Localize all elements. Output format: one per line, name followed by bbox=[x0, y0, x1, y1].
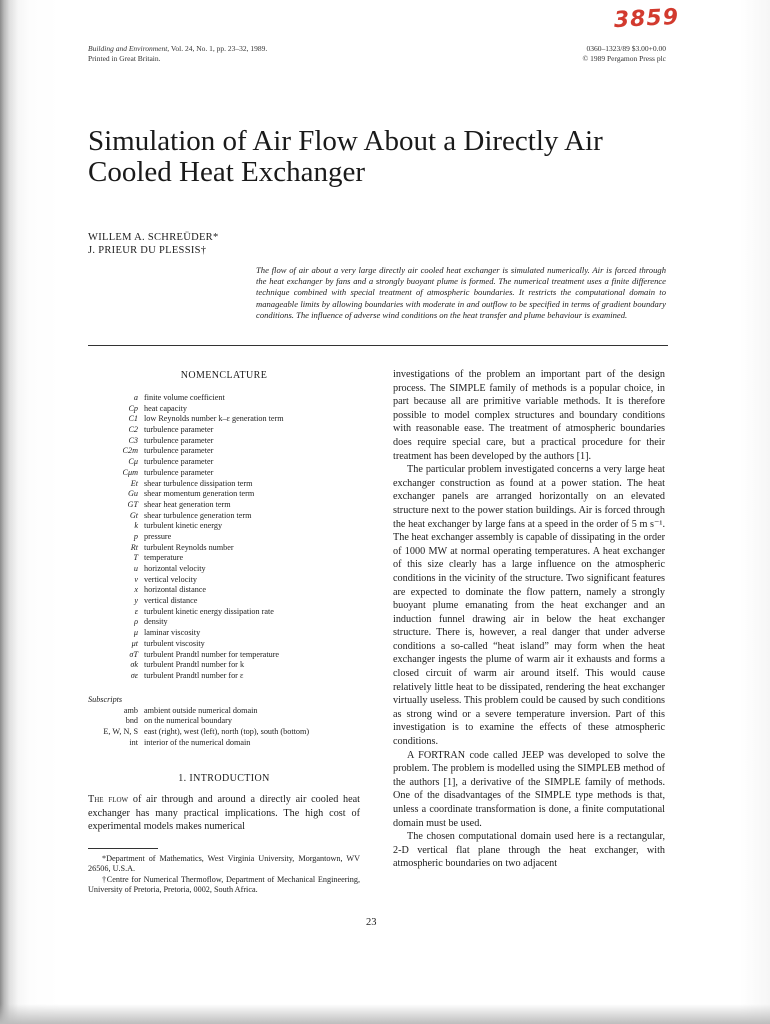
nomenclature-symbol: C2 bbox=[128, 425, 138, 435]
intro-lead-in: The flow bbox=[88, 794, 129, 805]
nomenclature-symbol: σk bbox=[130, 660, 138, 670]
nomenclature-definition: turbulent Prandtl number for ε bbox=[144, 670, 244, 680]
subscript-row bbox=[88, 738, 360, 749]
nomenclature-definition: temperature bbox=[144, 553, 184, 563]
nomenclature-row bbox=[88, 511, 360, 522]
nomenclature-row bbox=[88, 607, 360, 618]
nomenclature-row bbox=[88, 650, 360, 661]
nomenclature-row bbox=[88, 639, 360, 650]
nomenclature-definition: density bbox=[144, 617, 168, 627]
nomenclature-row bbox=[88, 393, 360, 404]
nomenclature-definition: turbulent viscosity bbox=[144, 638, 205, 648]
nomenclature-definition: low Reynolds number k–ε generation term bbox=[144, 414, 284, 424]
nomenclature-symbol: u bbox=[133, 564, 138, 573]
nomenclature-symbol: y bbox=[134, 596, 138, 606]
nomenclature-symbol: Et bbox=[130, 478, 138, 488]
nomenclature-definition: horizontal distance bbox=[144, 585, 207, 595]
copyright: © 1989 Pergamon Press plc bbox=[582, 53, 666, 63]
nomenclature-row bbox=[88, 543, 360, 554]
right-column bbox=[393, 368, 665, 871]
nomenclature-row bbox=[88, 575, 360, 586]
left-column bbox=[88, 370, 360, 895]
issn-block bbox=[556, 44, 666, 63]
paper-title: Simulation of Air Flow About a Directly Air Cooled Heat Exchanger bbox=[88, 125, 603, 188]
subscripts-list bbox=[88, 706, 360, 749]
right-paragraph-3: A FORTRAN code called JEEP was developed to solve the problem. The problem is modelled using the SIMPLEB method of the authors [1], a derivative of the SIMPLE family of methods. One of the disadvantages of the SIMPLE type methods is that, unless a coordinate transformation is done, a finite computational domain must be used. bbox=[393, 749, 665, 829]
page-number: 23 bbox=[366, 917, 377, 928]
subscript-symbol: bnd bbox=[125, 716, 138, 726]
nomenclature-symbol: μ bbox=[133, 628, 138, 638]
nomenclature-definition: vertical distance bbox=[144, 596, 198, 606]
nomenclature-definition: shear turbulence dissipation term bbox=[144, 478, 253, 488]
nomenclature-definition: turbulent Prandtl number for temperature bbox=[144, 649, 280, 659]
nomenclature-row bbox=[88, 425, 360, 436]
nomenclature-row bbox=[88, 596, 360, 607]
nomenclature-definition: finite volume coefficient bbox=[144, 393, 225, 402]
nomenclature-definition: shear momentum generation term bbox=[144, 489, 255, 499]
nomenclature-symbol: v bbox=[134, 574, 138, 584]
footnote-1: *Department of Mathematics, West Virginia University, Morgantown, WV 26506, U.S.A. bbox=[88, 854, 360, 874]
nomenclature-definition: turbulence parameter bbox=[144, 467, 214, 477]
subscript-definition: east (right), west (left), north (top), south (bottom) bbox=[144, 727, 310, 737]
nomenclature-row bbox=[88, 468, 360, 479]
nomenclature-definition: turbulence parameter bbox=[144, 435, 214, 445]
footnote-divider bbox=[88, 848, 158, 849]
nomenclature-symbol: Cμm bbox=[122, 467, 138, 477]
subscript-symbol: E, W, N, S bbox=[103, 727, 138, 737]
subscript-definition: on the numerical boundary bbox=[144, 716, 232, 726]
nomenclature-symbol: C1 bbox=[128, 414, 138, 424]
journal-name: Building and Environment, bbox=[88, 44, 170, 53]
subscript-symbol: int bbox=[129, 737, 138, 747]
subscript-symbol: amb bbox=[123, 705, 138, 715]
nomenclature-row bbox=[88, 564, 360, 575]
footnote-2: †Centre for Numerical Thermoflow, Department of Mechanical Engineering, University of Pretoria, Pretoria, 0002, South Africa. bbox=[88, 874, 360, 895]
author-list bbox=[88, 231, 219, 257]
issn: 0360–1323/89 $3.00+0.00 bbox=[586, 44, 666, 53]
journal-details: Vol. 24, No. 1, pp. 23–32, 1989. bbox=[170, 44, 268, 53]
nomenclature-symbol: ε bbox=[134, 606, 138, 616]
nomenclature-definition: heat capacity bbox=[144, 403, 187, 413]
nomenclature-row bbox=[88, 436, 360, 447]
nomenclature-symbol: Rt bbox=[130, 542, 138, 552]
nomenclature-symbol: p bbox=[133, 531, 138, 541]
printed-in: Printed in Great Britain. bbox=[88, 53, 161, 63]
nomenclature-symbol: T bbox=[133, 553, 138, 563]
nomenclature-row bbox=[88, 446, 360, 457]
page-bottom-shadow bbox=[0, 1004, 770, 1024]
nomenclature-row bbox=[88, 404, 360, 415]
nomenclature-row bbox=[88, 553, 360, 564]
subscript-definition: ambient outside numerical domain bbox=[144, 705, 258, 715]
introduction-paragraph bbox=[88, 793, 360, 834]
nomenclature-symbol: ρ bbox=[134, 617, 138, 627]
nomenclature-definition: pressure bbox=[144, 531, 172, 541]
nomenclature-symbol: C2m bbox=[122, 446, 138, 456]
nomenclature-row bbox=[88, 414, 360, 425]
nomenclature-row bbox=[88, 585, 360, 596]
nomenclature-symbol: Gu bbox=[127, 489, 138, 499]
handwritten-number: 3859 bbox=[613, 4, 680, 34]
nomenclature-definition: turbulent Prandtl number for k bbox=[144, 660, 245, 670]
nomenclature-symbol: σε bbox=[130, 670, 138, 680]
nomenclature-definition: turbulent kinetic energy dissipation rate bbox=[144, 606, 274, 616]
abstract: The flow of air about a very large directly air cooled heat exchanger is simulated numerically. Air is forced through the heat exchanger by fans and a strongly buoyant plume is formed. The numerical treatment uses a finite difference technique combined with special treatment of atmospheric boundaries. It restricts the computational domain to manageable limits by allowing boundaries with moderate in and outflow to be specified in terms of gradient boundary conditions. The influence of adverse wind conditions on the heat transfer and plume behaviour is examined. bbox=[256, 265, 666, 320]
journal-citation bbox=[88, 44, 267, 63]
nomenclature-row bbox=[88, 671, 360, 682]
nomenclature-definition: shear turbulence generation term bbox=[144, 510, 252, 520]
nomenclature-symbol: k bbox=[134, 521, 138, 531]
author-1: WILLEM A. SCHREÜDER* bbox=[88, 232, 219, 243]
nomenclature-row bbox=[88, 489, 360, 500]
nomenclature-row bbox=[88, 521, 360, 532]
nomenclature-symbol: C3 bbox=[128, 435, 138, 445]
nomenclature-symbol: σT bbox=[129, 649, 138, 659]
right-paragraph-2: The particular problem investigated concerns a very large heat exchanger construction as found at a power station. The heat exchanger panels are arranged horizontally on an elevated structure next to the power station buildings. Air is forced through the heat exchanger by large fans at a speed in the order of 5 m s⁻¹. The heat exchanger assembly is capable of dissipating in the order of 1000 MW at normal operating temperatures. A heat exchanger of this size clearly has a large influence on the atmospheric conditions in the vicinity of the structure. Two significant features are expected to dominate the flow pattern, namely a strongly buoyant plume emanating from the heat exchanger and an induction funnel drawing air in below the heat exchanger structure. There is, however, a real danger that under adverse conditions a so-called “heat island” may form when the heat exchanger ingests the plume of warm air it exhausts and forms a closed circuit of warm air around itself. This would cause relatively little heat to be dissipated, rendering the heat exchanger virtually useless. This problem could be caused by such conditions as strong wind or a severe temperature inversion. Part of this investigation is to examine the effects of these atmospheric conditions. bbox=[393, 464, 665, 748]
nomenclature-definition: turbulent kinetic energy bbox=[144, 521, 223, 531]
nomenclature-definition: turbulence parameter bbox=[144, 425, 214, 435]
nomenclature-definition: laminar viscosity bbox=[144, 628, 201, 638]
nomenclature-definition: vertical velocity bbox=[144, 574, 197, 584]
nomenclature-list bbox=[88, 393, 360, 682]
author-2: J. PRIEUR DU PLESSIS† bbox=[88, 245, 207, 256]
nomenclature-row bbox=[88, 660, 360, 671]
nomenclature-symbol: Gt bbox=[129, 510, 138, 520]
nomenclature-definition: turbulence parameter bbox=[144, 457, 214, 467]
right-paragraph-1: investigations of the problem an important part of the design process. The SIMPLE family of methods is a popular choice, in part because all are primitive variable methods. It is therefore possible to model complex structures and boundary conditions with reasonable ease. The treatment of atmospheric boundaries does require special care, but a practical procedure for their treatment has been developed by the authors [1]. bbox=[393, 369, 665, 462]
nomenclature-heading: NOMENCLATURE bbox=[180, 370, 268, 381]
right-paragraph-4: The chosen computational domain used here is a rectangular, 2-D vertical flat plane through the heat exchanger, with atmospheric boundaries on two adjacent bbox=[393, 831, 665, 870]
subscript-row bbox=[88, 716, 360, 727]
subscripts-heading: Subscripts bbox=[88, 695, 123, 704]
page-binding-shadow bbox=[0, 0, 18, 1024]
header-divider bbox=[88, 345, 668, 346]
subscript-row bbox=[88, 706, 360, 717]
nomenclature-definition: shear heat generation term bbox=[144, 499, 231, 509]
nomenclature-symbol: Cp bbox=[128, 403, 138, 413]
nomenclature-definition: horizontal velocity bbox=[144, 564, 206, 573]
introduction-heading: 1. INTRODUCTION bbox=[178, 773, 270, 784]
nomenclature-symbol: μt bbox=[131, 638, 138, 648]
nomenclature-row bbox=[88, 457, 360, 468]
nomenclature-row bbox=[88, 500, 360, 511]
subscripts-block bbox=[88, 695, 360, 748]
nomenclature-row bbox=[88, 617, 360, 628]
subscript-row bbox=[88, 727, 360, 738]
nomenclature-symbol: Cμ bbox=[128, 457, 138, 467]
nomenclature-row bbox=[88, 628, 360, 639]
nomenclature-definition: turbulence parameter bbox=[144, 446, 214, 456]
footnotes bbox=[88, 854, 360, 896]
subscript-definition: interior of the numerical domain bbox=[144, 737, 251, 747]
intro-text: of air through and around a directly air cooled heat exchanger has many practical implications. The high cost of experimental models makes numerical bbox=[88, 794, 360, 833]
nomenclature-symbol: x bbox=[134, 585, 138, 595]
nomenclature-symbol: GT bbox=[127, 499, 138, 509]
nomenclature-row bbox=[88, 532, 360, 543]
nomenclature-definition: turbulent Reynolds number bbox=[144, 542, 234, 552]
nomenclature-row bbox=[88, 479, 360, 490]
nomenclature-symbol: a bbox=[133, 393, 138, 402]
